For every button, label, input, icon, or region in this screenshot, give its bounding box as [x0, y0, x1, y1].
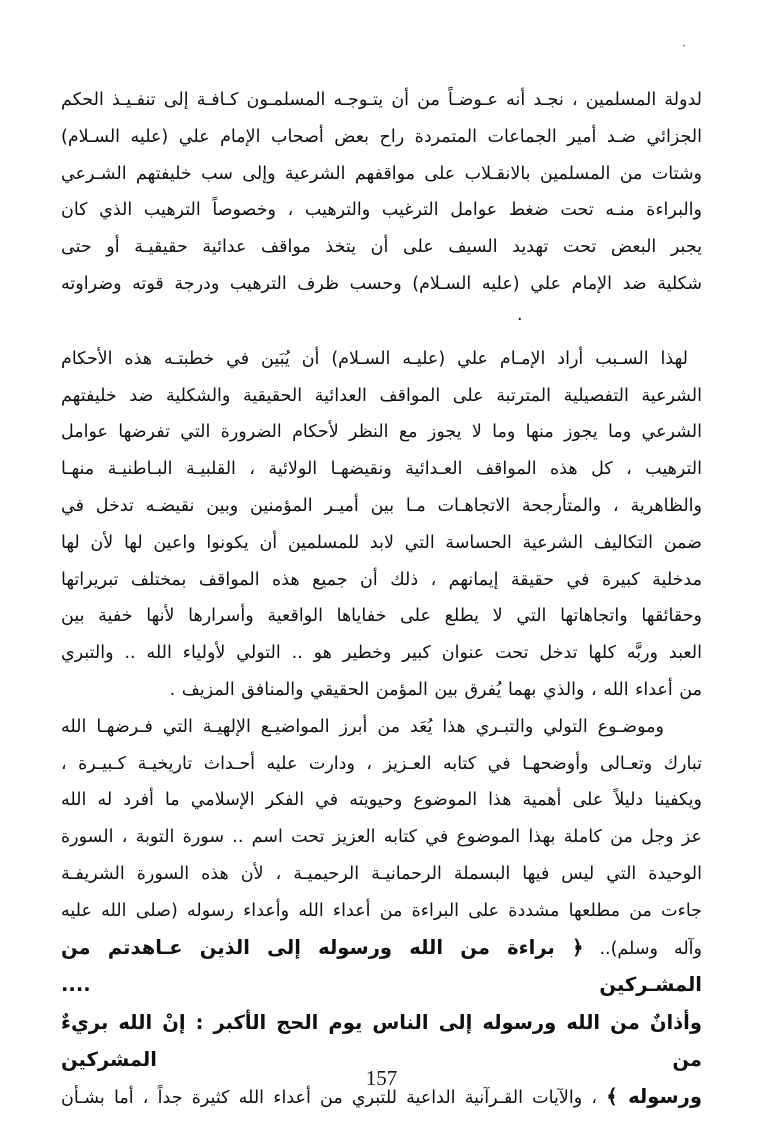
text-line: الجزائي ضـد أمير الجماعات المتمردة راح بعض أصحاب الإمام علي (عليه السـلام)	[61, 126, 702, 147]
page-number: 157	[365, 1066, 398, 1090]
text-line: والبراءة منـه تحت ضغط عوامل الترغيب والترهيب ، وخصوصاً الترهيب الذي كان	[61, 200, 702, 221]
quran-verse-line-2: وأذانٌ من الله ورسوله إلى الناس يوم الحج الأكبر : إنْ الله بريءٌ من المشركين	[61, 1011, 702, 1071]
paragraph-3	[61, 709, 702, 1117]
paragraph-2	[61, 341, 702, 709]
text-line: تبارك وتعـالى وأوضحهـا في كتابه العـزيز ، ودارت عليه أحـداث تاريخيـة كـبيـرة ،	[61, 753, 702, 774]
text-line: الترهيب ، كل هذه المواقف العـدائية ونقيضهـا الولائية ، القلبيـة البـاطنيـة منهـا	[61, 459, 702, 480]
page-body-text	[61, 82, 702, 1117]
text-line: جاءت من مطلعها مشددة على البراءة من أعداء الله وأعداء رسوله (صلى الله عليه	[61, 900, 702, 921]
text-line: مدخلية كبيرة في حقيقة إيمانهم ، ذلك أن جميع هذه المواقف بمختلف تبريراتها	[61, 569, 702, 590]
text-line: ويكفينا دليلاً على أهمية هذا الموضوع وحيويته في الفكر الإسلامي ما أفرد له الله	[61, 790, 702, 811]
text-line: لهذا السـبب أراد الإمـام علي (عليـه السـلام) أن يُبَين في خطبتـه هذه الأحكام	[61, 348, 688, 369]
text-line: الشرعي وما يجوز منها وما لا يجوز مع النظر لأحكام الضرورة التي تفرضها عوامل	[61, 422, 702, 443]
text-line: وحقائقها واتجاهاتها التي لا يطلع على خفاياها الواقعية وأسرارها لأنها خفية بين	[61, 606, 702, 627]
text-line: الشرعية التفصيلية المترتبة على المواقف العدائية الحقيقية والشكلية ضد خليفتهم	[61, 385, 702, 406]
after-verse-text: ، والآيات القـرآنية الداعية للتبري من أعداء الله كثيرة جداً ، أما بشـأن	[61, 1087, 607, 1108]
text-line: شكلية ضد الإمام علي (عليه السـلام) وحسب ظرف الترهيب ودرجة قوته وضراوته	[61, 273, 702, 294]
text-line: الوحيدة التي ليس فيها البسملة الرحمانيـة الرحيميـة ، لأن هذه السورة الشريفـة	[61, 863, 702, 884]
orphan-sentence-period: .	[517, 305, 523, 325]
text-line: ضمن التكاليف الشرعية الحساسة التي لابد للمسلمين أن يكونوا واعين لها لأن لها	[61, 532, 702, 553]
text-line: والظاهرية ، والمتأرجحة الاتجاهـات مـا بين أميـر المؤمنين وبين نقيضـه تدخل في	[61, 495, 702, 516]
text-line: لدولة المسلمين ، نجـد أنه عـوضـاً من أن يتـوجـه المسلمـون كـافـة إلى تنفـيـذ الحكم	[61, 90, 702, 110]
quran-verse-closing: ورسوله ﴾	[606, 1084, 702, 1108]
quran-verse-line-1	[61, 930, 702, 1006]
quran-verse-text: ﴿ براءة من الله ورسوله إلى الذين عـاهدتم من المشـركين ....	[61, 935, 702, 997]
verse-intro-text: وآله وسلم)..	[583, 938, 702, 959]
text-line: عز وجل من كاملة بهذا الموضوع في كتابه العزيز تحت اسم .. سورة التوبة ، السورة	[61, 827, 702, 848]
text-line: وشتات من المسلمين بالانقـلاب على مواقفهم الشرعية وإلى سب خليفتهم الشـرعي	[61, 163, 702, 184]
text-line: العبد وربَّه كلها تدخل تحت عنوان كبير وخطير هو .. التولي لأولياء الله .. والتبري	[61, 643, 702, 664]
text-line: يجبر البعض تحت تهديد السيف على أن يتخذ مواقف عدائية حقيقيـة أو حتى	[61, 237, 702, 258]
text-line: وموضـوع التولي والتبـري هذا يُعَد من أبرز المواضيـع الإلهيـة التي فـرضهـا الله	[61, 716, 664, 737]
text-line: من أعداء الله ، والذي بهما يُفرق بين المؤمن الحقيقي والمنافق المزيف .	[169, 679, 702, 700]
paragraph-1	[61, 82, 702, 303]
scan-speck-mark: ·	[682, 39, 686, 53]
